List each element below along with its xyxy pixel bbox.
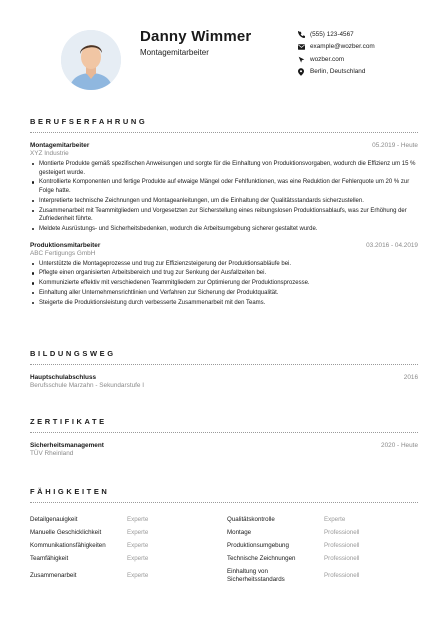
skill-level: Experte <box>127 571 149 579</box>
location-pin-icon <box>298 68 310 76</box>
skills-heading: FÄHIGKEITEN <box>30 487 110 496</box>
job-entry <box>30 142 418 234</box>
job-entry <box>30 242 418 308</box>
job-bullets <box>30 160 418 234</box>
skills-grid <box>30 513 418 586</box>
bullet-item: Interpretierte technische Zeichnungen und Montageanleitungen, um die Einhaltung der Qualitätsstandards sicherzustellen. <box>30 197 418 206</box>
skill-name: Qualitätskontrolle <box>227 516 275 523</box>
education-section <box>30 349 418 389</box>
section-divider <box>30 502 418 503</box>
contact-email[interactable] <box>298 41 375 54</box>
certificates-section <box>30 417 418 457</box>
certificate-name: Sicherheitsmanagement <box>30 442 104 449</box>
skill-name: Produktionsumgebung <box>227 542 289 549</box>
skills-section <box>30 487 418 586</box>
candidate-role: Montagemitarbeiter <box>140 48 209 57</box>
skill-level: Professionell <box>324 571 360 579</box>
school-name: Berufsschule Marzahn - Sekundarstufe I <box>30 382 145 389</box>
skill-name: Teamfähigkeit <box>30 555 69 562</box>
certificates-heading: ZERTIFIKATE <box>30 417 107 426</box>
bullet-item: Unterstützte die Montageprozesse und trug zur Effizienzsteigerung der Produktionsabläufe bei. <box>30 260 418 269</box>
certificate-date: 2020 - Heute <box>381 442 418 449</box>
bullet-item: Einhaltung aller Unternehmensrichtlinien und Verfahren zur Sicherung der Produktqualität. <box>30 289 418 298</box>
contact-phone-text: (555) 123-4567 <box>310 30 354 38</box>
bullet-item: Kontrollierte Komponenten und fertige Produkte auf etwaige Mängel oder Fehlfunktionen, was eine Reduktion der Fehlerquote um 20 % zur Folge hatte. <box>30 178 418 195</box>
degree-title: Hauptschulabschluss <box>30 374 97 381</box>
skill-name: Technische Zeichnungen <box>227 555 296 562</box>
skill-name: Kommunikationsfähigkeiten <box>30 542 106 549</box>
contact-location <box>298 66 375 79</box>
contact-email-text[interactable]: example@wozber.com <box>310 43 375 51</box>
certificate-entry <box>30 442 418 457</box>
experience-section <box>30 117 418 308</box>
skill-level: Experte <box>127 516 149 523</box>
bullet-item: Kommunizierte effektiv mit verschiedenen Teammitgliedern zur Optimierung der Produktionsprozesse. <box>30 279 418 288</box>
bullet-item: Steigerte die Produktionsleistung durch verbesserte Zusammenarbeit mit den Teams. <box>30 299 418 308</box>
job-date: 03.2016 - 04.2019 <box>366 241 418 249</box>
link-icon <box>298 56 310 63</box>
section-divider <box>30 364 418 365</box>
skill-level: Experte <box>127 529 149 536</box>
phone-icon <box>298 31 310 38</box>
skill-level: Professionell <box>324 555 360 562</box>
skill-level: Professionell <box>324 529 360 536</box>
contact-phone <box>298 28 375 41</box>
skill-name: Zusammenarbeit <box>30 571 77 579</box>
bullet-item: Meldete Ausrüstungs- und Sicherheitsbedenken, wodurch die Arbeitsumgebung sicherer gestaltet wurde. <box>30 225 418 234</box>
contact-location-text: Berlin, Deutschland <box>310 68 366 76</box>
section-divider <box>30 432 418 433</box>
resume-header <box>30 0 418 100</box>
contact-website-text[interactable]: wozber.com <box>310 55 345 63</box>
contact-website[interactable] <box>298 53 375 66</box>
experience-heading: BERUFSERFAHRUNG <box>30 117 148 126</box>
avatar <box>61 30 121 90</box>
skill-level: Experte <box>127 555 149 562</box>
certificate-issuer: TÜV Rheinland <box>30 450 74 457</box>
skill-name: Montage <box>227 529 252 536</box>
skill-level: Experte <box>127 542 149 549</box>
job-bullets <box>30 260 418 308</box>
section-divider <box>30 132 418 133</box>
envelope-icon <box>298 44 310 50</box>
education-entry <box>30 374 418 389</box>
skill-name: Manuelle Geschicklichkeit <box>30 529 102 536</box>
contact-list <box>298 28 375 78</box>
bullet-item: Zusammenarbeit mit Teammitgliedern und Vorgesetzten zur Sicherstellung eines reibungslosen Produktionsablaufs, was zur Erhöhung der Zufriedenheit führte. <box>30 207 418 224</box>
skill-level: Professionell <box>324 542 360 549</box>
bullet-item: Pflegte einen organisierten Arbeitsbereich und trug zur Senkung der Ausfallzeiten bei. <box>30 269 418 278</box>
skill-name: Detailgenauigkeit <box>30 516 78 523</box>
education-date: 2016 <box>403 374 418 381</box>
job-title: Montagemitarbeiter <box>30 142 90 149</box>
job-title: Produktionsmitarbeiter <box>30 241 101 249</box>
job-date: 05.2019 - Heute <box>372 142 418 149</box>
skill-level: Experte <box>324 516 346 523</box>
education-heading: BILDUNGSWEG <box>30 349 116 358</box>
job-company: XYZ Industrie <box>30 150 69 157</box>
bullet-item: Montierte Produkte gemäß spezifischen Anweisungen und sorgte für die Einhaltung von Produktionsvorgaben, wodurch die Effizienz um 15 % gesteigert wurde. <box>30 160 418 177</box>
job-company: ABC Fertigungs GmbH <box>30 249 96 257</box>
skill-name: Einhaltung von Sicherheitsstandards <box>227 567 285 583</box>
candidate-name: Danny Wimmer <box>140 28 252 45</box>
